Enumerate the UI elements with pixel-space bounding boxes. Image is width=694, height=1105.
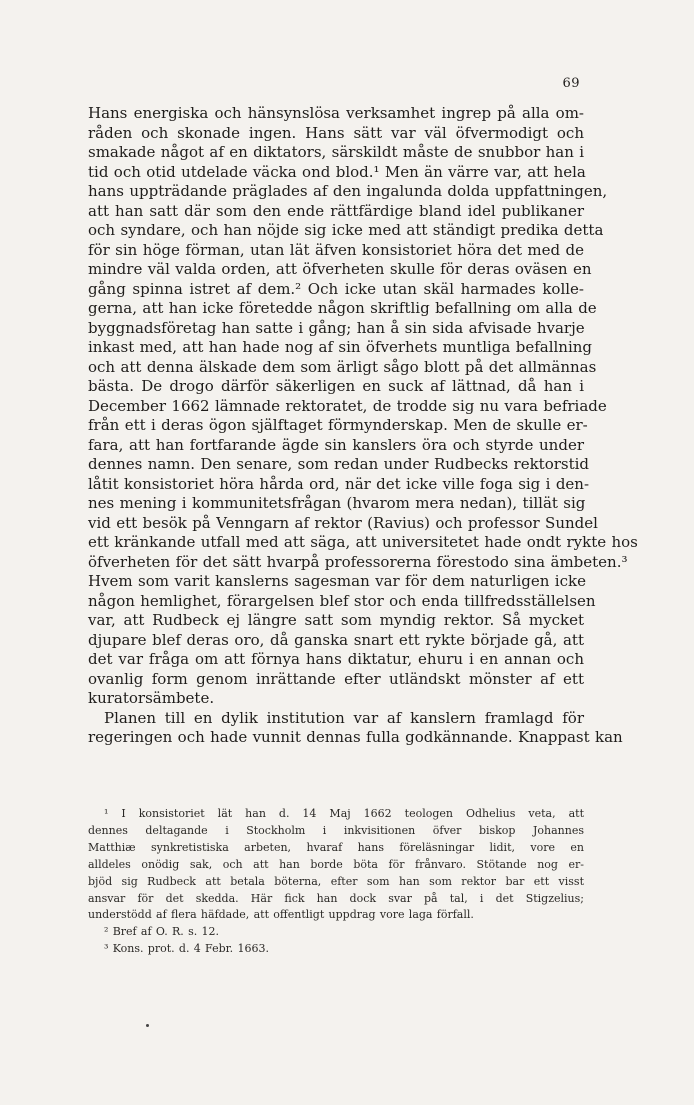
body-line: ovanlig form genom inrättande efter utländskt mönster af ett	[88, 669, 584, 688]
body-line: bästa. De drogo därför säkerligen en suck af lättnad, då han i	[88, 377, 584, 395]
body-line: fara, att han fortfarande ägde sin kanslers öra och styrde under	[88, 435, 584, 454]
body-line: gång spinna istret af dem.² Och icke utan skäl harmades kolle-	[88, 279, 584, 298]
footnote-line: alldeles onödig sak, och att han borde böta för frånvaro. Stötande nog er-	[88, 857, 584, 871]
footnote-line: understödd af flera häfdade, att offentligt uppdrag vore laga förfall.	[88, 908, 474, 922]
body-line: December 1662 lämnade rektoratet, de trodde sig nu vara befriade	[88, 396, 607, 415]
footnote-line: ³ Kons. prot. d. 4 Febr. 1663.	[104, 942, 269, 956]
print-speck	[146, 1024, 149, 1027]
body-line: från ett i deras ögon själftaget förmynderskap. Men de skulle er-	[88, 416, 588, 434]
body-line: öfverheten för det sätt hvarpå professorerna förestodo sina ämbeten.³	[88, 552, 628, 571]
body-line: låtit konsistoriet höra hårda ord, när det icke ville foga sig i den-	[88, 474, 590, 493]
body-line: regeringen och hade vunnit dennas fulla godkännande. Knappast kan	[88, 728, 623, 746]
footnote-line: bjöd sig Rudbeck att betala böterna, efter som han som rektor bar ett visst	[88, 874, 584, 888]
body-line: byggnadsföretag han satte i gång; han å sin sida afvisade hvarje	[88, 318, 585, 337]
body-line: mindre väl valda orden, att öfverheten skulle för deras oväsen en	[88, 260, 592, 278]
body-line: och att denna älskade dem som ärligt sågo blott på det allmännas	[88, 357, 597, 376]
body-text	[88, 104, 638, 748]
footnote-line: ansvar för det skedda. Här fick han dock svar på tal, i det Stigzelius;	[88, 891, 584, 905]
body-line: djupare blef deras oro, då ganska snart ett rykte började gå, att	[88, 630, 584, 649]
body-line: det var fråga om att förnya hans diktatur, ehuru i en annan och	[88, 650, 584, 668]
body-line: för sin höge förman, utan lät äfven konsistoriet höra det med de	[88, 240, 584, 259]
footnote-line: dennes deltagande i Stockholm i inkvisitionen öfver biskop Johannes	[88, 823, 584, 837]
body-line: var, att Rudbeck ej längre satt som myndig rektor. Så mycket	[88, 611, 584, 629]
body-line: hans uppträdande präglades af den ingalunda dolda uppfattningen,	[88, 182, 608, 200]
body-line: vid ett besök på Venngarn af rektor (Ravius) och professor Sundel	[88, 513, 598, 532]
body-line: tid och otid utdelade väcka ond blod.¹ Men än värre var, att hela	[88, 162, 586, 181]
body-line: Hvem som varit kanslerns sagesman var för dem naturligen icke	[88, 572, 586, 590]
footnotes	[88, 806, 584, 958]
body-line: att han satt där som den ende rättfärdige bland idel publikaner	[88, 201, 584, 220]
body-line: råden och skonade ingen. Hans sätt var väl öfvermodigt och	[88, 123, 584, 142]
page-number: 69	[562, 76, 580, 91]
body-line: kuratorsämbete.	[88, 689, 215, 707]
footnote-line: Matthiæ synkretistiska arbeten, hvaraf hans föreläsningar lidit, vore en	[88, 840, 584, 854]
body-line: dennes namn. Den senare, som redan under Rudbecks rektorstid	[88, 455, 590, 473]
body-line: någon hemlighet, förargelsen blef stor och enda tillfredsställelsen	[88, 591, 596, 610]
body-line: nes mening i kommunitetsfrågan (hvarom mera nedan), tillät sig	[88, 494, 586, 512]
footnote-line: ¹ I konsistoriet lät han d. 14 Maj 1662 teologen Odhelius veta, att	[104, 807, 584, 820]
body-line: gerna, att han icke företedde någon skriftlig befallning om alla de	[88, 299, 597, 317]
body-line: ett kränkande utfall med att säga, att universitetet hade ondt rykte hos	[88, 533, 638, 551]
body-line: Hans energiska och hänsynslösa verksamhet ingrep på alla om-	[88, 104, 584, 122]
body-line: smakade något af en diktators, särskildt måste de snubbor han i	[88, 143, 585, 161]
body-line: inkast med, att han hade nog af sin öfverhets muntliga befallning	[88, 338, 593, 356]
footnote-line: ² Bref af O. R. s. 12.	[104, 925, 220, 939]
body-line: och syndare, och han nöjde sig icke med att ständigt predika detta	[88, 221, 604, 239]
body-line: Planen till en dylik institution var af kanslern framlagd för	[104, 708, 584, 727]
